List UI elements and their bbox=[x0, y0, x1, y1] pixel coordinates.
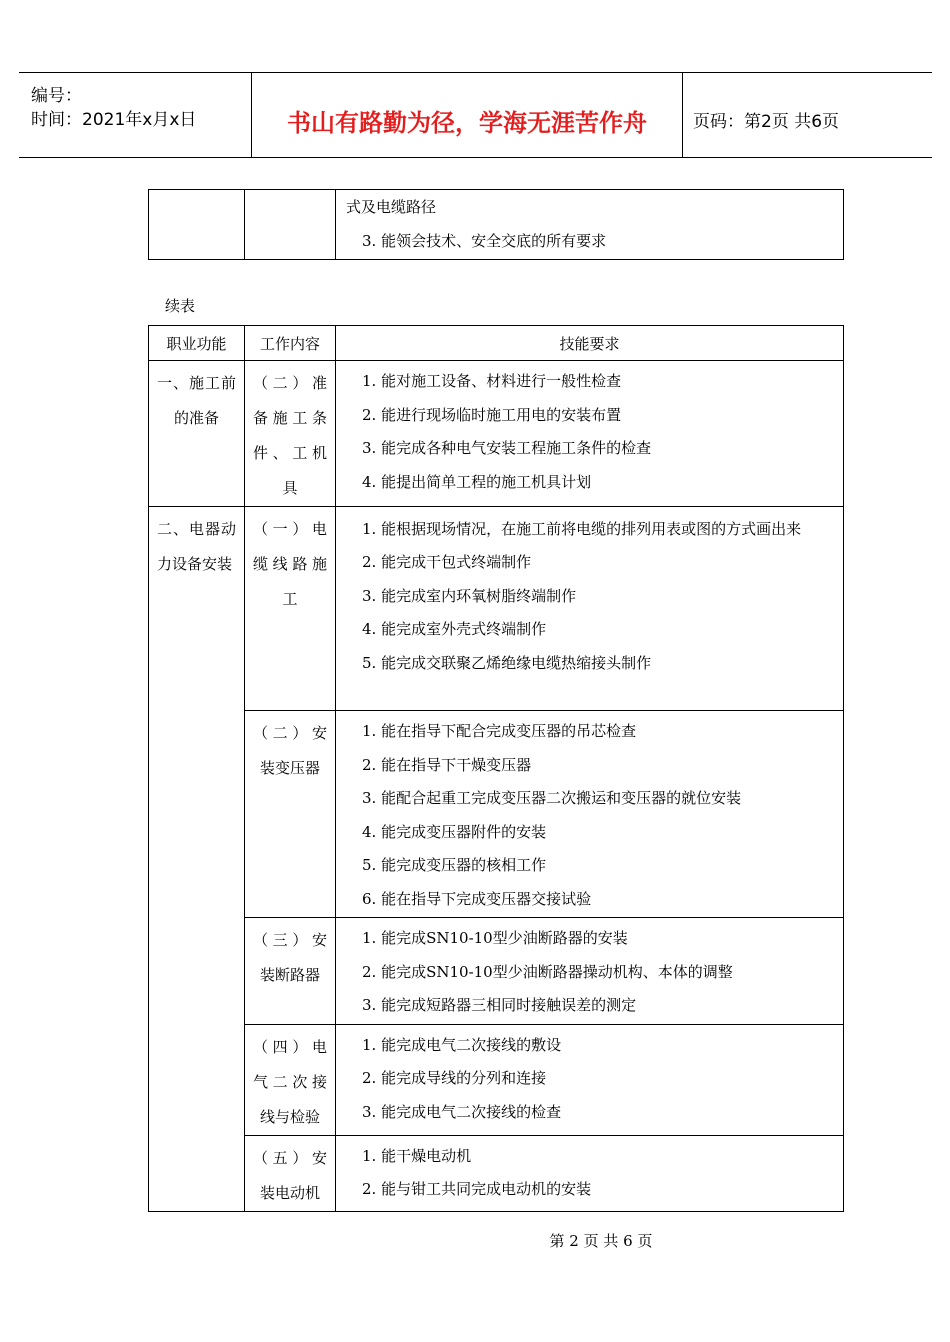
skill-item: 1. 能对施工设备、材料进行一般性检查 bbox=[362, 372, 622, 390]
skill-item: 2. 能完成干包式终端制作 bbox=[362, 553, 532, 571]
content-label: （五）安装电动机 bbox=[253, 1148, 327, 1202]
skill-item: 4. 能完成室外壳式终端制作 bbox=[362, 620, 547, 638]
skills-table bbox=[148, 325, 844, 1212]
skill-item: 1. 能根据现场情况，在施工前将电缆的排列用表或图的方式画出来 bbox=[362, 520, 802, 538]
footer-page-number: 第 2 页 共 6 页 bbox=[549, 1232, 653, 1250]
page-indicator: 页码：第2页 共6页 bbox=[693, 112, 840, 132]
content-label: （二）准备施工条件、工机具 bbox=[253, 374, 327, 497]
skill-item: 5. 能完成交联聚乙烯绝缘电缆热缩接头制作 bbox=[362, 653, 652, 672]
function-label: 二、电器动力设备安装 bbox=[157, 520, 236, 573]
table-row bbox=[149, 918, 844, 1025]
page-header bbox=[19, 72, 932, 158]
skill-item: 2. 能进行现场临时施工用电的安装布置 bbox=[362, 405, 622, 424]
motto: 书山有路勤为径，学海无涯苦作舟 bbox=[287, 109, 647, 137]
table-row bbox=[149, 507, 844, 711]
table-header-row bbox=[149, 326, 844, 361]
skill-item: 5. 能完成变压器的核相工作 bbox=[362, 856, 547, 874]
header-cell: 工作内容 bbox=[245, 326, 336, 361]
page-footer bbox=[0, 1230, 950, 1251]
header-cell: 职业功能 bbox=[149, 326, 245, 361]
function-label: 一、施工前的准备 bbox=[157, 374, 236, 427]
skill-item: 4. 能完成变压器附件的安装 bbox=[362, 822, 547, 841]
skill-item: 1. 能完成SN10-10型少油断路器的安装 bbox=[362, 929, 628, 947]
table-row bbox=[149, 1135, 844, 1211]
table-cell bbox=[149, 190, 245, 260]
table-cell bbox=[336, 190, 844, 260]
skill-item: 3. 能完成室内环氧树脂终端制作 bbox=[362, 586, 577, 605]
header-motto-cell bbox=[252, 73, 683, 157]
header-meta-cell bbox=[19, 73, 252, 157]
document-time: 时间：2021年x月x日 bbox=[31, 110, 197, 130]
skill-item: 2. 能在指导下干燥变压器 bbox=[362, 755, 532, 774]
header-page-cell bbox=[683, 73, 932, 157]
table-row bbox=[149, 1024, 844, 1135]
continued-label: 续表 bbox=[165, 297, 196, 315]
skill-item: 6. 能在指导下完成变压器交接试验 bbox=[362, 889, 592, 908]
skill-line: 式及电缆路径 bbox=[346, 198, 437, 216]
skill-item: 4. 能提出简单工程的施工机具计划 bbox=[362, 472, 592, 491]
header-cell: 技能要求 bbox=[336, 326, 844, 361]
content-label: （四）电气二次接线与检验 bbox=[253, 1037, 327, 1126]
table-row bbox=[149, 711, 844, 918]
skill-item: 1. 能在指导下配合完成变压器的吊芯检查 bbox=[362, 722, 637, 740]
skill-item: 3. 能完成电气二次接线的检查 bbox=[362, 1102, 562, 1121]
skill-item: 1. 能完成电气二次接线的敷设 bbox=[362, 1035, 562, 1054]
skill-item: 3. 能完成短路器三相同时接触误差的测定 bbox=[362, 996, 637, 1014]
content-label: （三）安装断路器 bbox=[253, 931, 327, 984]
content-label: （一）电缆线路施工 bbox=[253, 520, 327, 608]
skill-item: 1. 能干燥电动机 bbox=[362, 1146, 472, 1165]
continuation-table bbox=[148, 189, 844, 260]
content-label: （二）安装变压器 bbox=[253, 724, 327, 777]
document-number: 编号： bbox=[31, 86, 82, 106]
skill-item: 3. 能完成各种电气安装工程施工条件的检查 bbox=[362, 439, 652, 457]
skill-item: 2. 能完成SN10-10型少油断路器操动机构、本体的调整 bbox=[362, 962, 733, 981]
table-cell bbox=[245, 190, 336, 260]
skill-item: 2. 能完成导线的分列和连接 bbox=[362, 1069, 547, 1087]
skill-item: 3. 能配合起重工完成变压器二次搬运和变压器的就位安装 bbox=[362, 789, 742, 807]
skill-item: 2. 能与钳工共同完成电动机的安装 bbox=[362, 1180, 592, 1198]
skill-line: 3. 能领会技术、安全交底的所有要求 bbox=[362, 231, 607, 250]
table-row bbox=[149, 361, 844, 507]
